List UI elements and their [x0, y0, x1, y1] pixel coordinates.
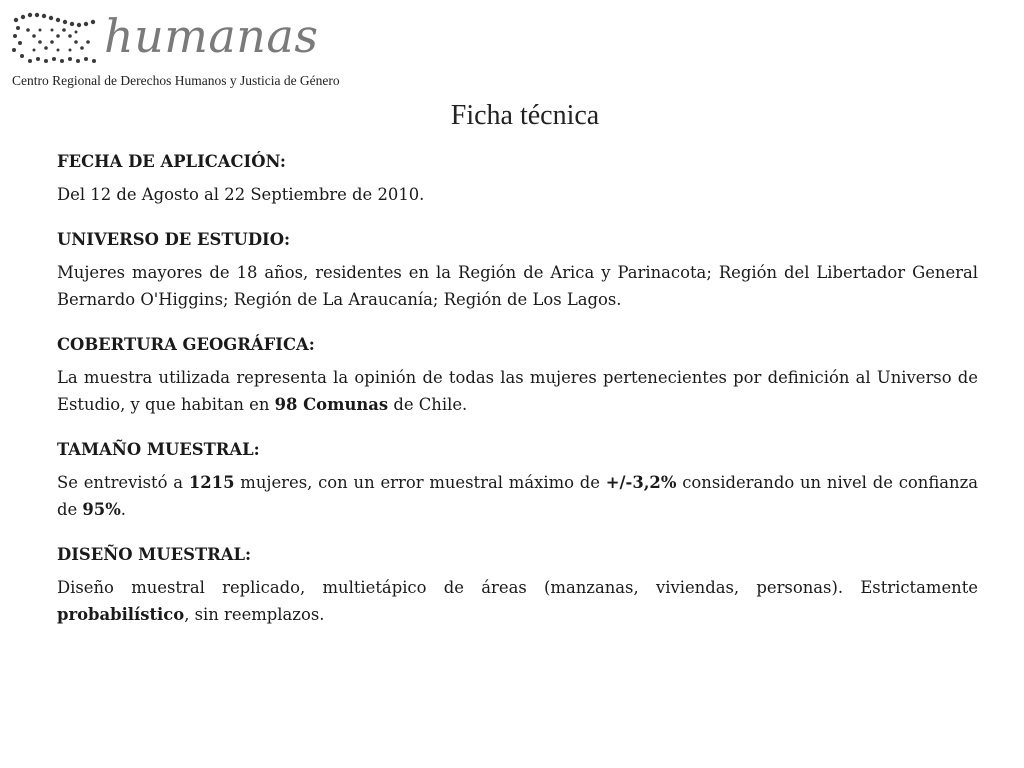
- text-run: considerando un nivel de confianza de: [57, 473, 978, 519]
- section-text: Mujeres mayores de 18 años, residentes en la Región de Arica y Parinacota; Región del Libertador General Bernardo O'Higgins; Región de La Araucanía; Región de Los Lagos.: [57, 263, 978, 309]
- logo: [0, 0, 340, 100]
- section-text: [57, 469, 978, 523]
- highlight-sample-size: 1215: [188, 473, 235, 492]
- text-run: Diseño muestral replicado, multietápico de áreas (manzanas, viviendas, personas). Estrictamente: [57, 578, 978, 597]
- highlight-comunas: 98 Comunas: [274, 395, 389, 414]
- highlight-error: +/-3,2%: [605, 473, 677, 492]
- page-title: Ficha técnica: [450, 100, 600, 131]
- humanas-logo-icon: [10, 12, 105, 66]
- text-run: , sin reemplazos.: [184, 605, 325, 624]
- text-run: mujeres, con un error muestral máximo de: [234, 473, 606, 492]
- highlight-confidence: 95%: [82, 500, 121, 519]
- section-text: [57, 574, 978, 628]
- section-text: Del 12 de Agosto al 22 Septiembre de 2010.: [57, 185, 425, 204]
- section-cobertura: [57, 331, 978, 418]
- section-heading: FECHA DE APLICACIÓN:: [57, 152, 286, 171]
- section-heading: UNIVERSO DE ESTUDIO:: [57, 230, 291, 249]
- text-run: La muestra utilizada representa la opinión de todas las mujeres pertenecientes por definición al Universo de Estudio, y que habitan en: [57, 368, 978, 414]
- section-tamano: [57, 436, 978, 523]
- logo-wordmark: humanas: [104, 9, 319, 63]
- section-heading: COBERTURA GEOGRÁFICA:: [57, 335, 315, 354]
- highlight-probabilistico: probabilístico: [57, 605, 185, 624]
- section-heading: TAMAÑO MUESTRAL:: [57, 440, 260, 459]
- section-universo: [57, 226, 978, 313]
- text-run: Se entrevistó a: [57, 473, 189, 492]
- section-fecha: [57, 148, 978, 208]
- logo-subtitle: Centro Regional de Derechos Humanos y Justicia de Género: [12, 73, 340, 88]
- section-text: [57, 364, 978, 418]
- section-heading: DISEÑO MUESTRAL:: [57, 545, 252, 564]
- text-run: de Chile.: [388, 395, 468, 414]
- document-body: [57, 148, 978, 646]
- section-diseno: [57, 541, 978, 628]
- text-run: .: [120, 500, 127, 519]
